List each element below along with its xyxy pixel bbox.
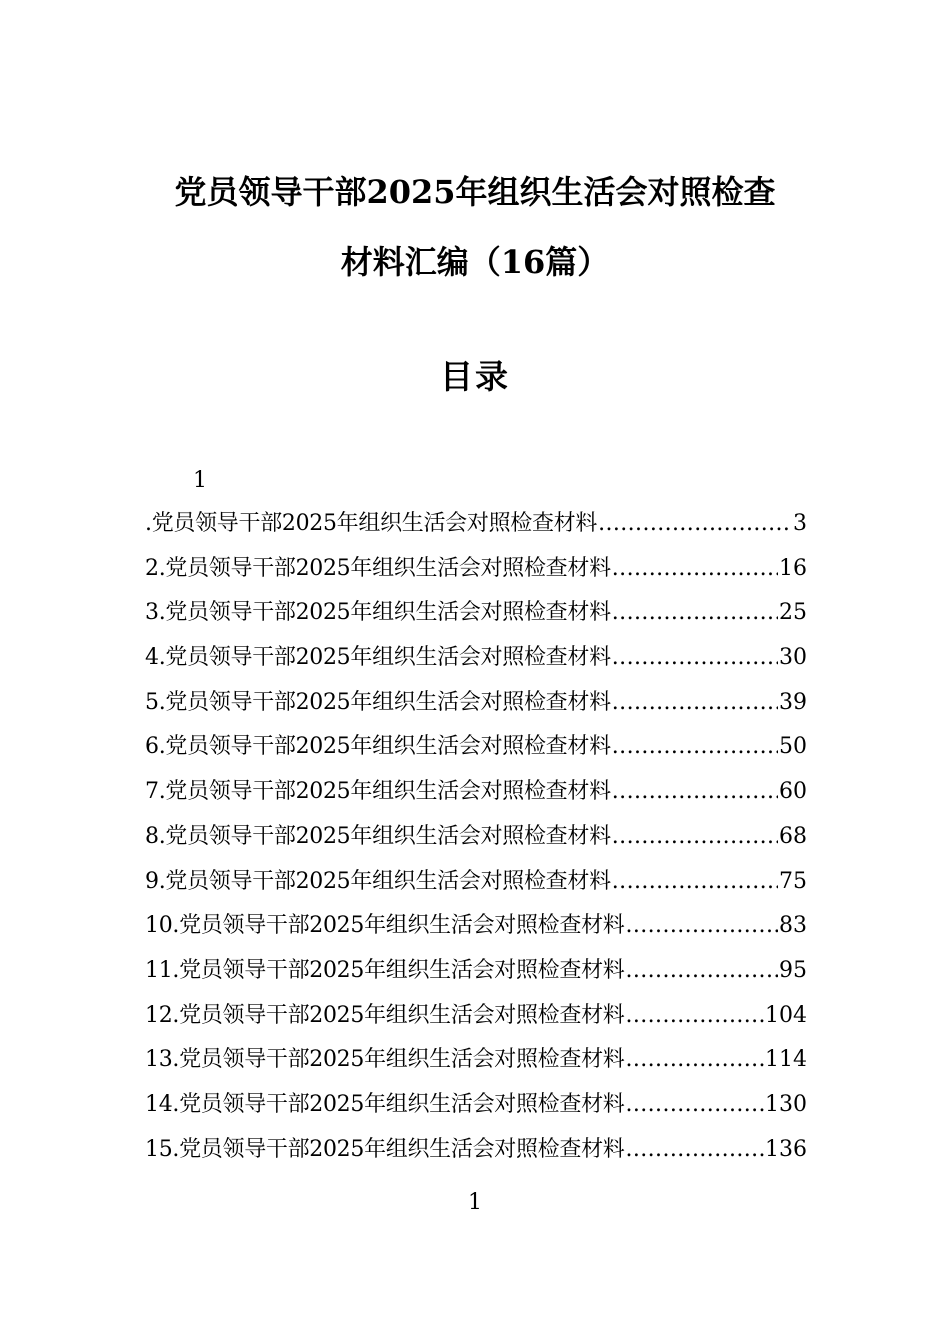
toc-dot-leader: [612, 866, 778, 898]
toc-entry-page: 104: [765, 1002, 807, 1028]
toc-entry-2[interactable]: [145, 553, 807, 598]
toc-entry-label: 12.党员领导干部2025年组织生活会对照检查材料: [145, 1002, 625, 1028]
toc-entry-4[interactable]: [145, 642, 807, 687]
toc-entry-label: 10.党员领导干部2025年组织生活会对照检查材料: [145, 913, 625, 939]
toc-entry-page: 83: [779, 913, 807, 939]
toc-entry-page: 130: [765, 1091, 807, 1117]
toc-entry-label: 4.党员领导干部2025年组织生活会对照检查材料: [145, 645, 611, 671]
document-title-line-1: 党员领导干部2025年组织生活会对照检查: [174, 173, 776, 211]
toc-entry-12[interactable]: [145, 1000, 807, 1045]
toc-dot-leader: [612, 597, 778, 629]
toc-dot-leader: [612, 553, 778, 585]
toc-entry-8[interactable]: [145, 821, 807, 866]
toc-entry-label: .党员领导干部2025年组织生活会对照检查材料: [145, 511, 598, 536]
toc-entry-14[interactable]: [145, 1089, 807, 1134]
toc-entry-label: 5.党员领导干部2025年组织生活会对照检查材料: [145, 689, 611, 715]
toc-entry-11[interactable]: [145, 955, 807, 1000]
toc-entry-15[interactable]: [145, 1134, 807, 1179]
toc-entry-page: 3: [793, 511, 807, 536]
toc-entry-page: 16: [779, 555, 807, 581]
toc-entry-page: 68: [779, 823, 807, 849]
toc-entry-7[interactable]: [145, 776, 807, 821]
toc-entry-1[interactable]: [145, 508, 807, 553]
toc-entry-page: 136: [765, 1136, 807, 1162]
toc-dot-leader: [625, 910, 778, 942]
toc-first-entry-number: 1: [193, 468, 207, 493]
toc-entry-page: 95: [779, 957, 807, 983]
table-of-contents: [145, 508, 807, 1178]
toc-dot-leader: [612, 776, 778, 808]
toc-entry-page: 39: [779, 689, 807, 715]
toc-entry-label: 9.党员领导干部2025年组织生活会对照检查材料: [145, 868, 611, 894]
toc-entry-page: 75: [779, 868, 807, 894]
document-title-line-2: 材料汇编（16篇）: [340, 243, 610, 281]
toc-dot-leader: [598, 508, 792, 540]
toc-dot-leader: [612, 642, 778, 674]
toc-entry-label: 14.党员领导干部2025年组织生活会对照检查材料: [145, 1091, 625, 1117]
toc-entry-page: 114: [765, 1047, 807, 1073]
toc-dot-leader: [612, 821, 778, 853]
toc-entry-page: 50: [779, 734, 807, 760]
toc-entry-10[interactable]: [145, 910, 807, 955]
toc-entry-6[interactable]: [145, 731, 807, 776]
toc-entry-label: 3.党员领导干部2025年组织生活会对照检查材料: [145, 600, 611, 626]
page-number: 1: [468, 1190, 482, 1215]
toc-entry-label: 6.党员领导干部2025年组织生活会对照检查材料: [145, 734, 611, 760]
toc-dot-leader: [625, 1089, 764, 1121]
toc-heading: 目录: [440, 357, 510, 396]
toc-entry-page: 60: [779, 779, 807, 805]
toc-entry-label: 11.党员领导干部2025年组织生活会对照检查材料: [145, 957, 625, 983]
toc-dot-leader: [625, 1000, 764, 1032]
toc-entry-label: 2.党员领导干部2025年组织生活会对照检查材料: [145, 555, 611, 581]
toc-entry-13[interactable]: [145, 1044, 807, 1089]
toc-entry-5[interactable]: [145, 687, 807, 732]
toc-entry-label: 7.党员领导干部2025年组织生活会对照检查材料: [145, 779, 611, 805]
toc-entry-label: 8.党员领导干部2025年组织生活会对照检查材料: [145, 823, 611, 849]
toc-entry-label: 13.党员领导干部2025年组织生活会对照检查材料: [145, 1047, 625, 1073]
toc-entry-page: 30: [779, 645, 807, 671]
toc-entry-3[interactable]: [145, 597, 807, 642]
toc-dot-leader: [625, 1134, 764, 1166]
toc-dot-leader: [612, 687, 778, 719]
toc-entry-page: 25: [779, 600, 807, 626]
toc-dot-leader: [625, 1044, 764, 1076]
toc-entry-9[interactable]: [145, 866, 807, 911]
toc-dot-leader: [625, 955, 778, 987]
toc-entry-label: 15.党员领导干部2025年组织生活会对照检查材料: [145, 1136, 625, 1162]
toc-dot-leader: [612, 731, 778, 763]
